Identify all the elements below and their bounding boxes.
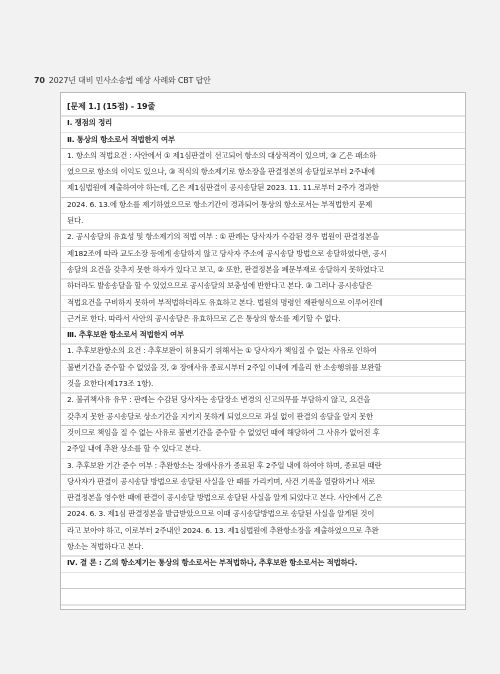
text-line: 송달의 요건을 갖추지 못한 하자가 있다고 보고, ② 또한, 판결정본을 폐문부재로 송달하지 못하였다고 <box>67 264 384 274</box>
text-line: 제182조에 따라 교도소장 등에게 송달하지 않고 당사자 주소에 공시송달 방법으로 송달하였다면, 공시 <box>67 248 387 258</box>
text-line: 2024. 6. 3. 제1심 판결정본을 발급받았으므로 이때 공시송달방법으로 송달된 사실을 알게된 것이 <box>67 509 375 519</box>
text-line: 1. 추후보완항소의 요건 : 추후보완이 허용되기 위해서는 ① 당사자가 책임질 수 없는 사유로 인하여 <box>67 346 377 356</box>
text-line: 라고 보아야 하고, 이로부터 2주내인 2024. 6. 13. 제1심법원에 추완항소장을 제출하였으므로 추완 <box>67 525 379 535</box>
section-heading: Ⅰ. 쟁점의 정리 <box>67 118 113 128</box>
page-header <box>34 75 211 86</box>
answer-sheet <box>60 92 466 610</box>
text-line: 것을 요한다(제173조 1항). <box>67 379 154 389</box>
text-line: 였으므로 항소의 이익도 있으나, ③ 적식의 항소제기로 항소장을 판결정본의 송달일로부터 2주내에 <box>67 167 375 177</box>
text-line: 항소는 적법하다고 본다. <box>67 542 144 552</box>
text-line: 당사자가 판결이 공시송달 방법으로 송달된 사실을 안 때를 가리키며, 사건 기록을 열람하거나 새로 <box>67 476 376 486</box>
section-heading: Ⅱ. 통상의 항소로서 적법한지 여부 <box>67 134 175 144</box>
text-line: 2주일 내에 추완 상소를 할 수 있다고 본다. <box>67 444 201 454</box>
answer-content <box>67 99 459 572</box>
section-heading: Ⅲ. 추후보완 항소로서 적법한지 여부 <box>67 330 185 340</box>
page-number: 70 <box>34 76 45 85</box>
text-line: 하더라도 발송송달을 할 수 있었으므로 공시송달의 보충성에 반한다고 본다. ③ 그러나 공시송달은 <box>67 281 373 291</box>
text-line: 근거로 한다. 따라서 사안의 공시송달은 유효하므로 乙은 통상의 항소를 제기할 수 없다. <box>67 313 341 323</box>
text-line: 갖추지 못한 공시송달로 상소기간을 지키지 못하게 되었으므로 과실 없이 판결의 송달을 알지 못한 <box>67 411 373 421</box>
text-line: 불변기간을 준수할 수 없었을 것, ② 장애사유 종료시부터 2주일 이내에 게을리 한 소송행위를 보완할 <box>67 362 382 372</box>
conclusion-line: Ⅳ. 결 론 : 乙의 항소제기는 통상의 항소로서는 부적법하나, 추후보완 항소로서는 적법하다. <box>67 558 358 568</box>
text-line: 3. 추후보완 기간 준수 여부 : 추완항소는 장애사유가 종료된 후 2주일 내에 하여야 하며, 종료된 때란 <box>67 460 382 470</box>
text-line: 제1심법원에 제출하여야 하는데, 乙은 제1심판결이 공시송달된 2023. 11. 11.로부터 2주가 경과한 <box>67 183 379 193</box>
text-line: 2. 불귀책사유 유무 : 판례는 수감된 당사자는 송달장소 변경의 신고의무를 부담하지 않고, 요건을 <box>67 395 371 405</box>
text-line: 1. 항소의 적법요건 : 사안에서 ① 제1심판결이 선고되어 항소의 대상적격이 있으며, ③ 乙은 패소하 <box>67 150 377 160</box>
text-line: 적법요건을 구비하지 못하여 부적법하더라도 유효하고 본다. 법원의 명령인 재판형식으로 이루어진데 <box>67 297 383 307</box>
text-line: 2024. 6. 13.에 항소를 제기하였으므로 항소기간이 경과되어 통상의 항소로서는 부적법한지 문제 <box>67 199 373 209</box>
book-title: 2027년 대비 민사소송법 예상 사례와 CBT 답안 <box>48 76 211 85</box>
text-line: 것이므로 책임을 질 수 없는 사유로 불변기간을 준수할 수 없었던 때에 해당하여 그 사유가 없어진 후 <box>67 427 380 437</box>
question-title: [문제 1.] (15점) - 19줄 <box>67 102 156 111</box>
text-line: 된다. <box>67 216 84 226</box>
text-line: 판결정본을 영수한 때에 판결이 공시송달 방법으로 송달된 사실을 알게 되었다고 본다. 사안에서 乙은 <box>67 493 383 503</box>
text-line: 2. 공시송달의 유효성 및 항소제기의 적법 여부 : ① 판례는 당사자가 수감된 경우 법원이 판결정본을 <box>67 232 379 242</box>
